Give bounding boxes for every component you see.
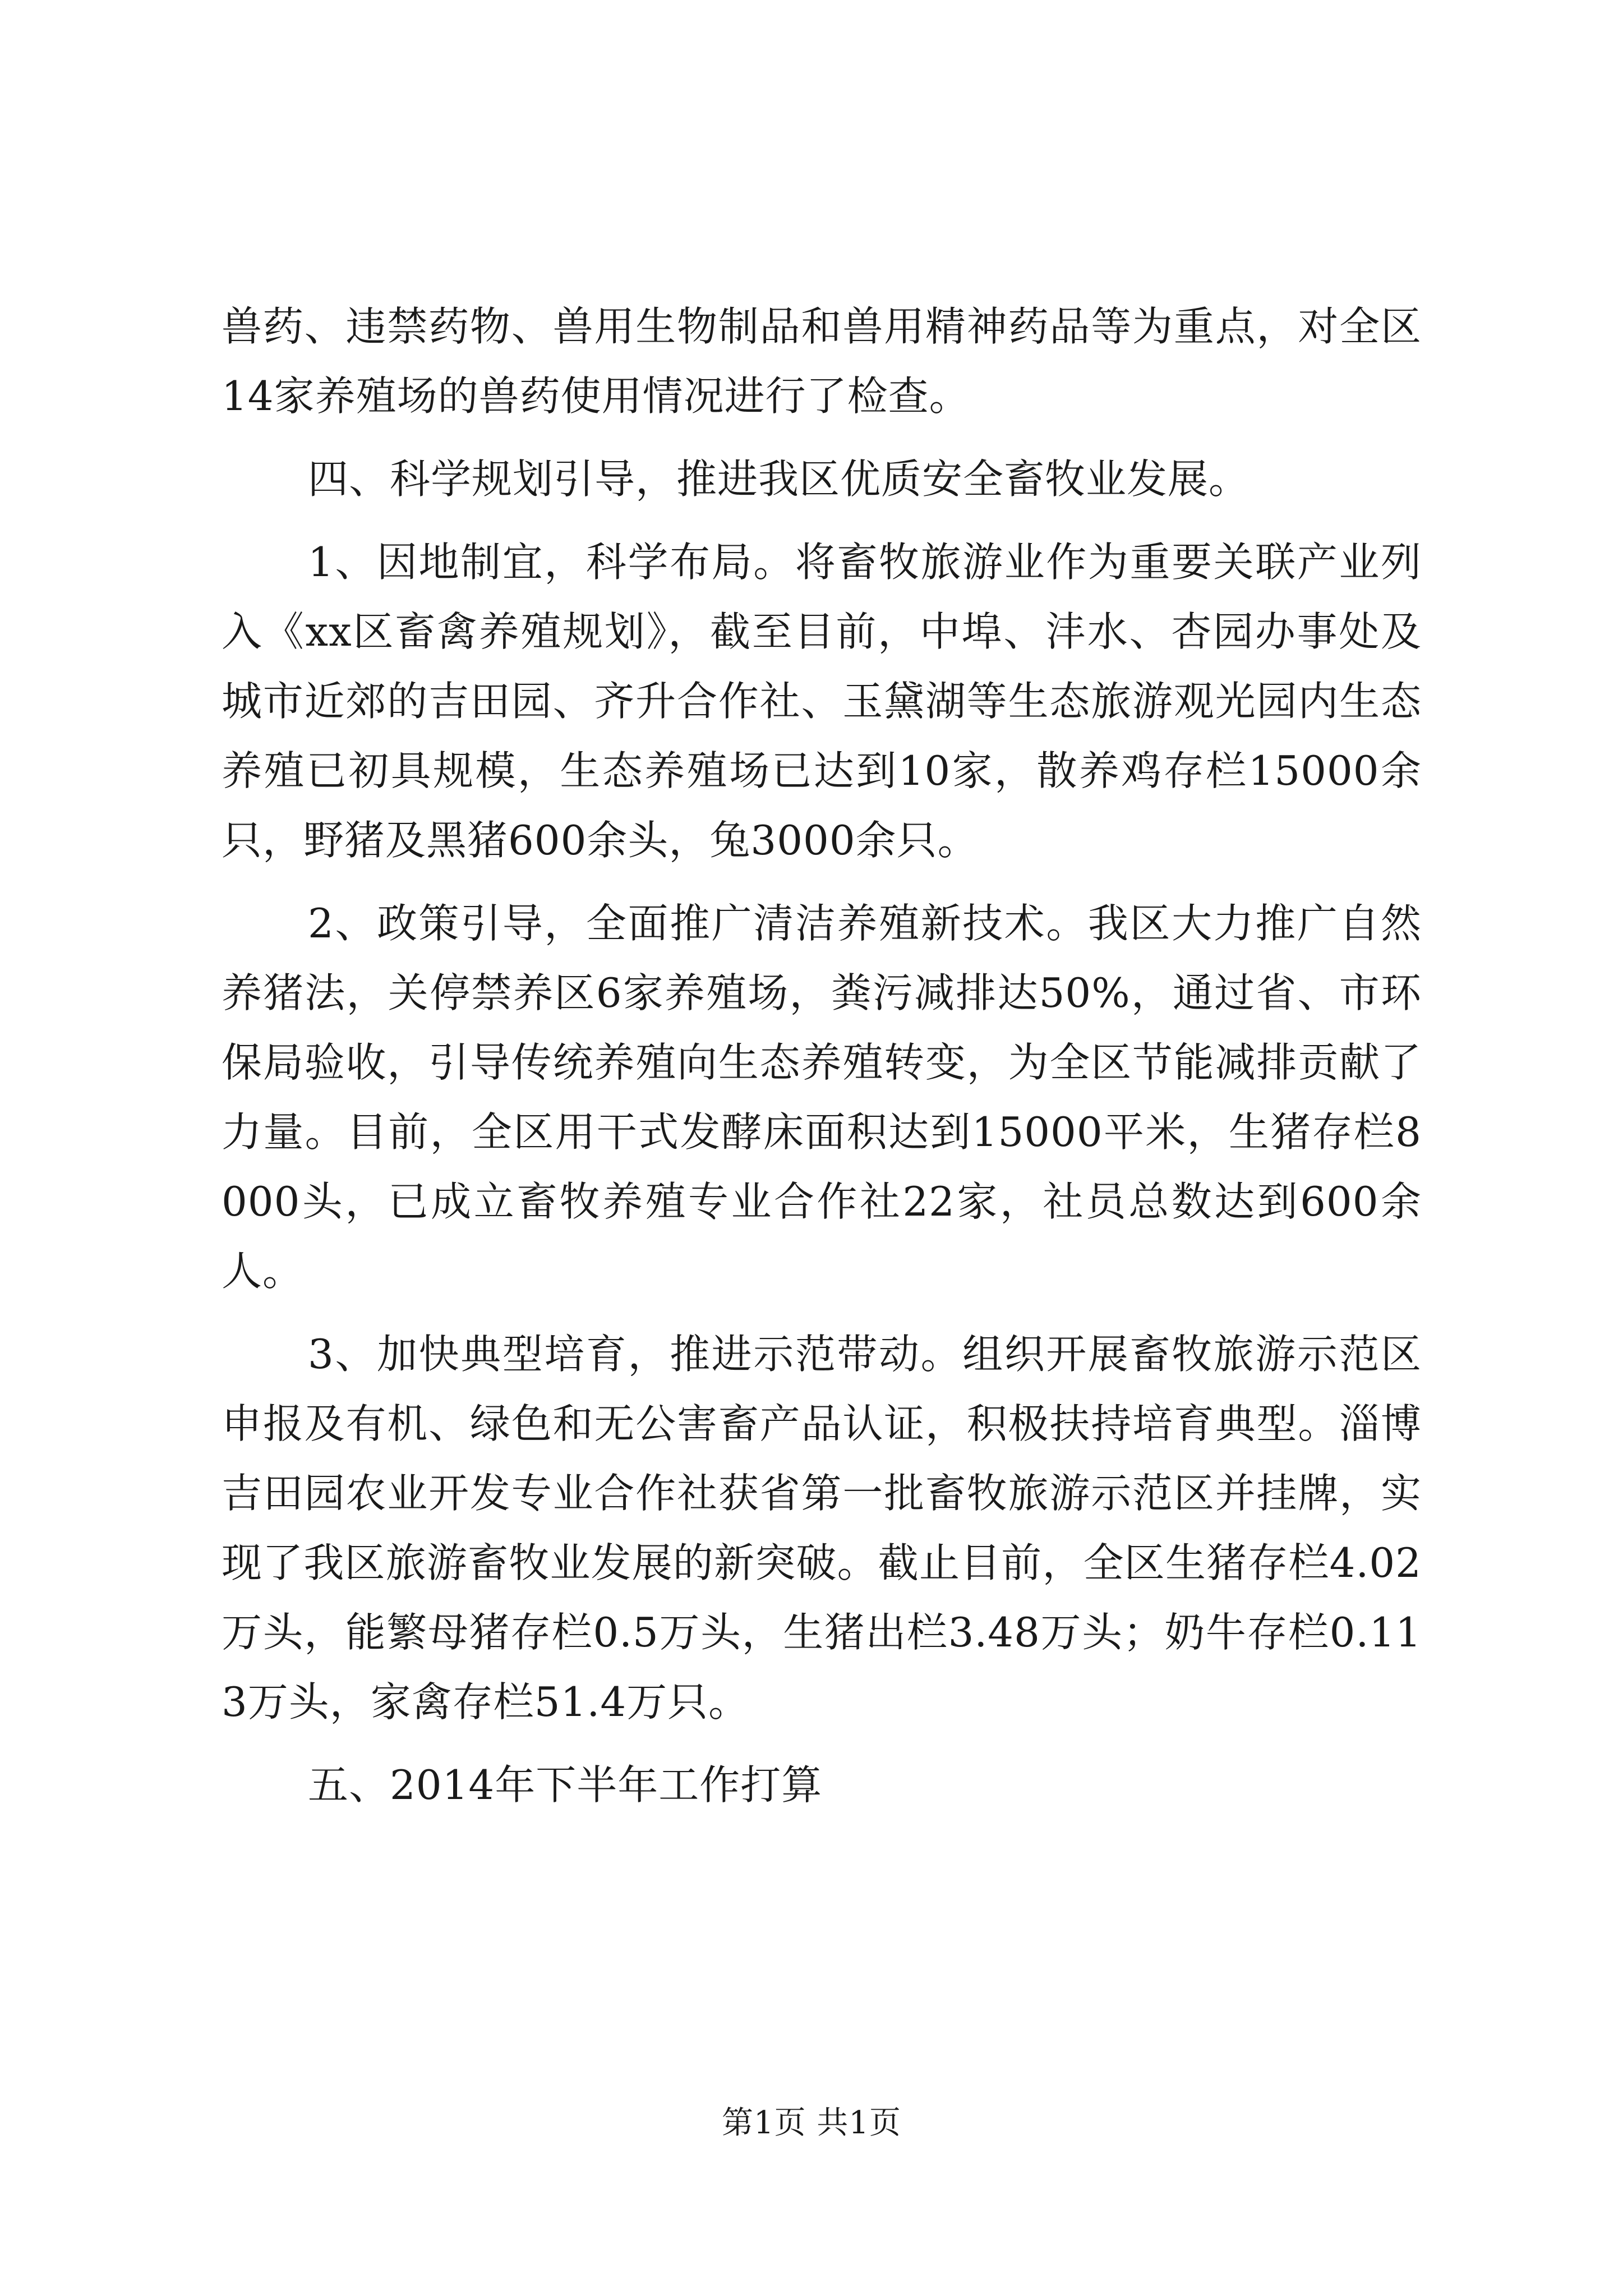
paragraph-item-3: 3、加快典型培育，推进示范带动。组织开展畜牧旅游示范区申报及有机、绿色和无公害畜产品认证，积极扶持培育典型。淄博吉田园农业开发专业合作社获省第一批畜牧旅游示范区并挂牌，实现了我区旅游畜牧业发展的新突破。截止目前，全区生猪存栏4.02万头，能繁母猪存栏0.5万头，生猪出栏3.48万头；奶牛存栏0.113万头，家禽存栏51.4万只。: [222, 1331, 1422, 1726]
section-heading-4: 四、科学规划引导，推进我区优质安全畜牧业发展。: [308, 455, 1250, 503]
document-body: [222, 292, 1422, 1833]
paragraph-item-1: 1、因地制宜，科学布局。将畜牧旅游业作为重要关联产业列入《xx区畜禽养殖规划》，截至目前，中埠、沣水、杏园办事处及城市近郊的吉田园、齐升合作社、玉黛湖等生态旅游观光园内生态养殖已初具规模，生态养殖场已达到10家，散养鸡存栏15000余只，野猪及黑猪600余头，兔3000余只。: [222, 539, 1422, 864]
section-heading-5: 五、2014年下半年工作打算: [308, 1761, 823, 1809]
paragraph-item-2: 2、政策引导，全面推广清洁养殖新技术。我区大力推广自然养猪法，关停禁养区6家养殖场，粪污减排达50%，通过省、市环保局验收，引导传统养殖向生态养殖转变，为全区节能减排贡献了力量。目前，全区用干式发酵床面积达到15000平米，生猪存栏8000头，已成立畜牧养殖专业合作社22家，社员总数达到600余人。: [222, 900, 1422, 1295]
page-footer: 第1页 共1页: [721, 2105, 902, 2141]
paragraph-continuation: 兽药、违禁药物、兽用生物制品和兽用精神药品等为重点，对全区14家养殖场的兽药使用情况进行了检查。: [222, 303, 1422, 420]
